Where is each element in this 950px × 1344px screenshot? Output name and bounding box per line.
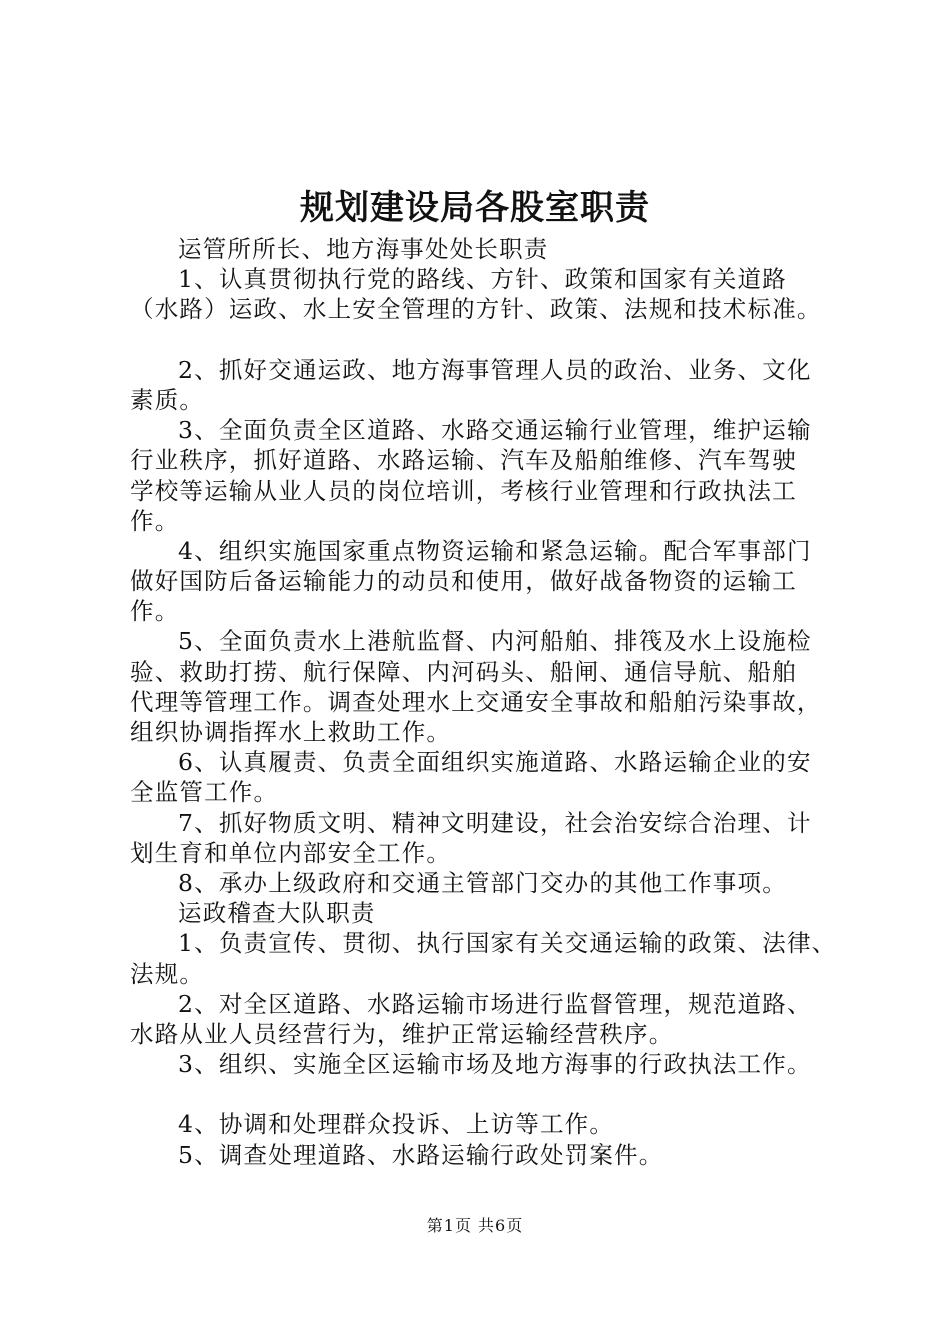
text-line: （水路）运政、水上安全管理的方针、政策、法规和技术标准。 bbox=[130, 295, 822, 324]
text-line: 7、抓好物质文明、精神文明建设，社会治安综合治理、计 bbox=[178, 808, 812, 837]
text-line: 作。 bbox=[130, 506, 180, 535]
document-title: 规划建设局各股室职责 bbox=[300, 188, 650, 228]
text-line: 运管所所长、地方海事处处长职责 bbox=[178, 235, 549, 263]
text-line: 2、对全区道路、水路运输市场进行监督管理，规范道路、 bbox=[178, 989, 812, 1018]
text-line: 划生育和单位内部安全工作。 bbox=[130, 838, 452, 867]
text-line: 全监管工作。 bbox=[130, 778, 279, 807]
text-line: 4、协调和处理群众投诉、上访等工作。 bbox=[178, 1110, 615, 1139]
text-line: 4、组织实施国家重点物资运输和紧急运输。配合军事部门 bbox=[178, 536, 812, 565]
blank-line bbox=[130, 1079, 852, 1109]
text-line: 学校等运输从业人员的岗位培训，考核行业管理和行政执法工 bbox=[130, 476, 797, 505]
text-line: 法规。 bbox=[130, 959, 205, 988]
text-line: 代理等管理工作。调查处理水上交通安全事故和船舶污染事故， bbox=[130, 687, 822, 716]
text-line: 做好国防后备运输能力的动员和使用，做好战备物资的运输工 bbox=[130, 567, 797, 596]
text-line: 6、认真履责、负责全面组织实施道路、水路运输企业的安 bbox=[178, 748, 812, 777]
text-line: 组织协调指挥水上救助工作。 bbox=[130, 718, 452, 746]
text-line: 3、全面负责全区道路、水路交通运输行业管理，维护运输 bbox=[178, 416, 812, 445]
text-line: 素质。 bbox=[130, 385, 205, 414]
text-line: 8、承办上级政府和交通主管部门交办的其他工作事项。 bbox=[178, 868, 787, 897]
blank-line bbox=[130, 325, 852, 355]
text-line: 运政稽查大队职责 bbox=[178, 899, 376, 928]
text-line: 1、负责宣传、贯彻、执行国家有关交通运输的政策、法律、 bbox=[178, 929, 837, 958]
document-body bbox=[130, 234, 852, 1170]
text-line: 水路从业人员经营行为，维护正常运输经营秩序。 bbox=[130, 1019, 674, 1048]
text-line: 验、救助打捞、航行保障、内河码头、船闸、通信导航、船舶 bbox=[130, 657, 797, 686]
text-line: 作。 bbox=[130, 597, 180, 626]
text-line: 5、全面负责水上港航监督、内河船舶、排筏及水上设施检 bbox=[178, 627, 812, 656]
text-line: 3、组织、实施全区运输市场及地方海事的行政执法工作。 bbox=[178, 1050, 812, 1079]
page-footer: 第1页 共6页 bbox=[426, 1216, 524, 1235]
text-line: 2、抓好交通运政、地方海事管理人员的政治、业务、文化 bbox=[178, 355, 812, 384]
text-line: 1、认真贯彻执行党的路线、方针、政策和国家有关道路 bbox=[178, 265, 787, 294]
text-line: 行业秩序，抓好道路、水路运输、汽车及船舶维修、汽车驾驶 bbox=[130, 446, 797, 475]
text-line: 5、调查处理道路、水路运输行政处罚案件。 bbox=[178, 1140, 664, 1169]
